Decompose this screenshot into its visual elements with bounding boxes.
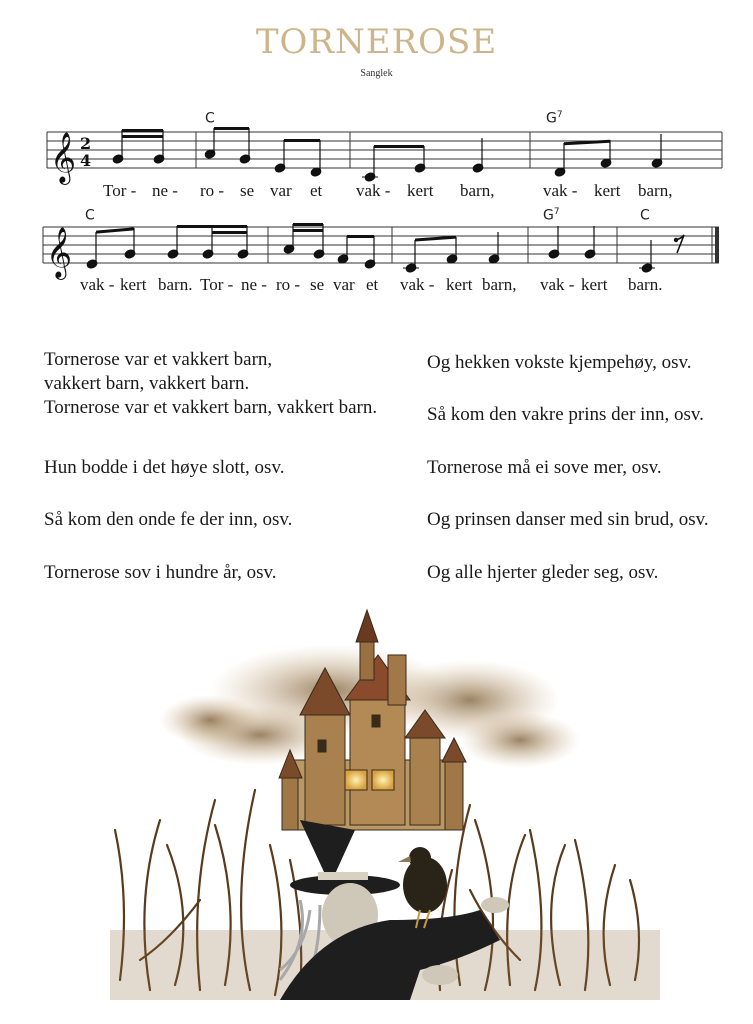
verse-left-4: Tornerose sov i hundre år, osv.: [44, 562, 277, 583]
lyric-syllable: Tor -: [200, 275, 234, 294]
lyric-syllable: barn,: [460, 181, 495, 200]
svg-text:4: 4: [80, 151, 92, 170]
lyric-syllable: et: [366, 275, 379, 294]
lyric-syllable: kert: [120, 275, 147, 294]
lyric-syllable: vak -: [400, 275, 435, 294]
chord-symbol: C: [205, 110, 215, 127]
lyric-syllable: vak -: [543, 181, 578, 200]
eighth-rest-icon: [676, 235, 684, 253]
lyric-syllable: var: [333, 275, 355, 294]
lyric-syllable: ne -: [241, 275, 267, 294]
verse-right-4: Og prinsen danser med sin brud, osv.: [427, 509, 709, 530]
chord-symbol: $G^7$: [543, 207, 560, 224]
lyric-syllable: barn,: [482, 275, 517, 294]
lyric-syllable: kert: [594, 181, 621, 200]
chord-symbol: C: [640, 207, 650, 224]
lyric-syllable: vak -: [540, 275, 575, 294]
chord-symbol: $G^7$: [546, 110, 563, 127]
lyric-syllable: kert: [581, 275, 608, 294]
lyric-syllable: barn.: [158, 275, 193, 294]
verse-right-1: Og hekken vokste kjempehøy, osv.: [427, 352, 692, 373]
lyric-syllable: barn,: [638, 181, 673, 200]
staff-2: [43, 227, 719, 263]
lyric-syllable: var: [270, 181, 292, 200]
music-score: [0, 0, 753, 320]
chord-symbol: C: [85, 207, 95, 224]
lyric-syllable: barn.: [628, 275, 663, 294]
lyric-syllable: se: [310, 275, 325, 294]
lyric-syllable: vak -: [356, 181, 391, 200]
page-title: TORNEROSE: [255, 22, 498, 62]
treble-clef-icon: 𝄞: [46, 227, 73, 278]
lyric-syllable: se: [240, 181, 255, 200]
treble-clef-icon: 𝄞: [50, 132, 77, 183]
lyric-syllable: Tor -: [103, 181, 137, 200]
lyric-syllable: vak -: [80, 275, 115, 294]
lyric-syllable: ro -: [200, 181, 225, 200]
verse-right-5: Og alle hjerter gleder seg, osv.: [427, 562, 659, 583]
verse-left-1: Tornerose var et vakkert barn, vakkert barn, vakkert barn. Tornerose var et vakkert barn, vakkert barn.: [44, 349, 378, 418]
verse-right-2: Så kom den vakre prins der inn, osv.: [427, 404, 704, 425]
notes-line-1: [112, 127, 663, 182]
verse-right-3: Tornerose må ei sove mer, osv.: [427, 457, 662, 478]
lyric-syllable: kert: [446, 275, 473, 294]
verse-left-3: Så kom den onde fe der inn, osv.: [44, 509, 293, 530]
svg-text:2: 2: [80, 134, 92, 153]
verse-left-2: Hun bodde i det høye slott, osv.: [44, 457, 285, 478]
clef-2: [46, 227, 72, 280]
lyric-syllable: kert: [407, 181, 434, 200]
raven-icon: [398, 847, 447, 928]
lyric-syllable: et: [310, 181, 323, 200]
clef-time-1: [50, 132, 91, 185]
page-subtitle: Sanglek: [360, 68, 393, 79]
lyric-syllable: ro -: [276, 275, 301, 294]
illustration: [0, 600, 753, 1024]
lyric-syllable: ne -: [152, 181, 178, 200]
notes-line-2: [86, 223, 684, 273]
